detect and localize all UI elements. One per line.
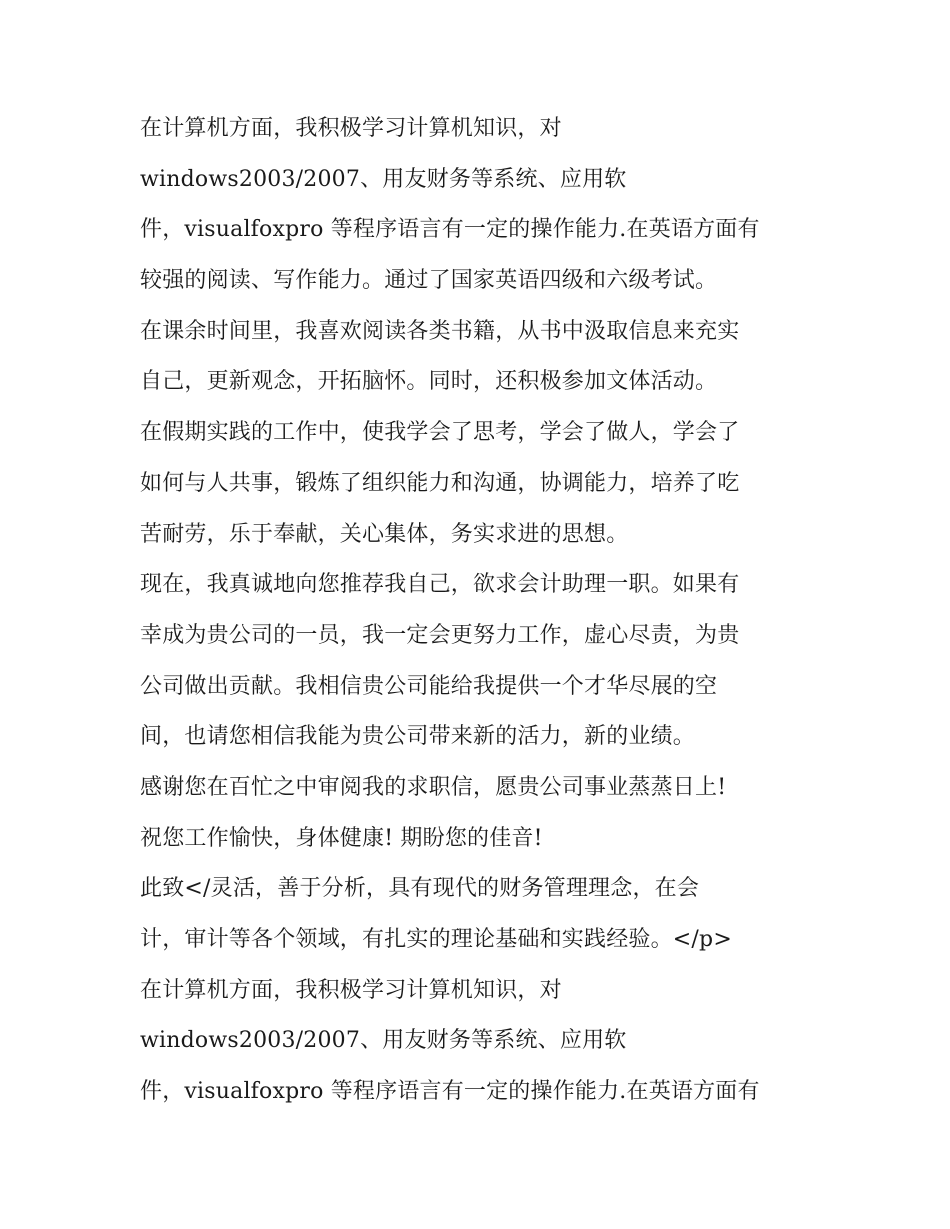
- text-line: 在计算机方面，我积极学习计算机知识，对: [140, 116, 562, 141]
- text-line: 此致</灵活，善于分析，具有现代的财务管理理念，在会: [140, 876, 700, 902]
- text-line: 较强的阅读、写作能力。通过了国家英语四级和六级考试。: [140, 268, 718, 294]
- text-line: 现在，我真诚地向您推荐我自己，欲求会计助理一职。如果有: [140, 572, 740, 598]
- text-line: 间，也请您相信我能为贵公司带来新的活力，新的业绩。: [140, 724, 696, 750]
- text-line: windows2003/2007、用友财务等系统、应用软: [140, 166, 627, 192]
- text-line: 计，审计等各个领域，有扎实的理论基础和实践经验。</p>: [140, 927, 732, 952]
- text-line: 祝您工作愉快，身体健康! 期盼您的佳音!: [140, 825, 543, 851]
- text-line: 苦耐劳，乐于奉献，关心集体，务实求进的思想。: [140, 521, 629, 547]
- text-line: 感谢您在百忙之中审阅我的求职信，愿贵公司事业蒸蒸日上!: [140, 774, 727, 800]
- text-line: 在课余时间里，我喜欢阅读各类书籍，从书中汲取信息来充实: [140, 318, 740, 344]
- text-line: 幸成为贵公司的一员，我一定会更努力工作，虚心尽责，为贵: [140, 622, 740, 648]
- text-line: 如何与人共事，锻炼了组织能力和沟通，协调能力，培养了吃: [140, 470, 740, 496]
- text-line: 公司做出贡献。我相信贵公司能给我提供一个才华尽展的空: [140, 673, 718, 699]
- document-body: [140, 108, 820, 1122]
- text-line: 在假期实践的工作中，使我学会了思考，学会了做人，学会了: [140, 420, 740, 446]
- text-line: 件，visualfoxpro 等程序语言有一定的操作能力.在英语方面有: [140, 217, 760, 243]
- text-line: windows2003/2007、用友财务等系统、应用软: [140, 1028, 627, 1054]
- text-line: 在计算机方面，我积极学习计算机知识，对: [140, 977, 562, 1003]
- text-line: 自己，更新观念，开拓脑怀。同时，还积极参加文体活动。: [140, 369, 718, 395]
- text-line: 件，visualfoxpro 等程序语言有一定的操作能力.在英语方面有: [140, 1079, 760, 1105]
